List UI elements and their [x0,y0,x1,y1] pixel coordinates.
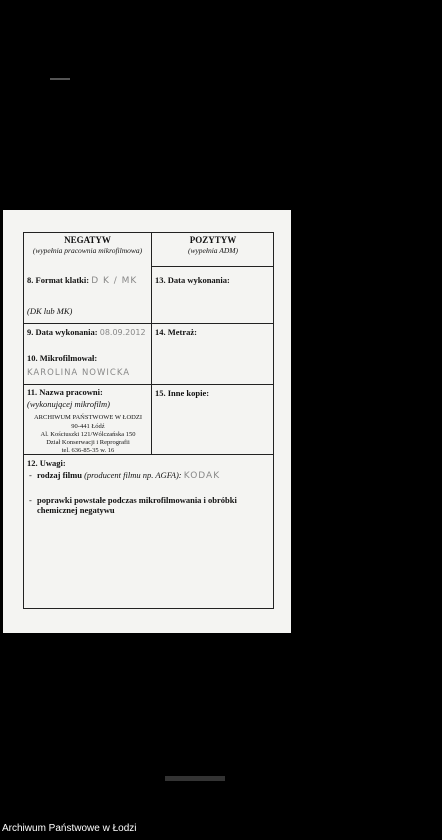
pozytyw-title: POZYTYW [189,235,237,245]
field8-note: (DK lub MK) [27,306,73,316]
bullet-marker: - [29,495,32,505]
microfilm-metadata-card [3,210,291,633]
field9-label: 9. Data wykonania: [27,327,98,337]
field12-label: 12. Uwagi: [27,458,66,468]
field-nazwa-pracowni [27,387,149,455]
field-metraz [155,327,273,337]
archive-stamp [27,414,149,455]
field11-note: (wykonującej mikrofilm) [27,399,111,410]
film-speck [50,78,70,80]
field13-label: 13. Data wykonania: [155,275,230,285]
field-inne-kopie [155,388,273,398]
pozytyw-header [152,235,274,255]
stamp-line4: Dział Konserwacji i Reprografii [46,438,130,446]
negatyw-header [24,235,151,255]
field11-label: 11. Nazwa pracowni: [27,387,103,397]
field-data-wykonania [27,327,151,338]
form-table [23,232,274,609]
negatyw-title: NEGATYW [64,235,111,245]
row-divider [24,384,273,385]
film-speck [165,776,225,781]
field14-label: 14. Metraż: [155,327,198,337]
negatyw-subtitle: (wypełnia pracownia mikrofilmowa) [32,245,143,255]
field8-label: 8. Format klatki: [27,275,90,285]
item2-label: poprawki powstałe podczas mikrofilmowania i obróbki chemicznej negatywu [37,495,237,516]
item1-label: rodzaj filmu [37,470,82,480]
field15-label: 15. Inne kopie: [155,388,210,398]
stamp-line2: 90-441 Łódź [71,422,105,430]
uwagi-item-film-type [27,470,271,482]
field-uwagi [27,458,271,468]
pozytyw-subtitle: (wypełnia ADM) [187,245,239,255]
field8-value: D K / MK [91,276,138,286]
field-format-klatki [27,275,149,287]
field9-value: 08.09.2012 [99,328,146,337]
stamp-line1: ARCHIWUM PAŃSTWOWE W ŁODZI [33,414,143,422]
field-data-wykonania-pozytyw [155,275,273,285]
field10-label: 10. Mikrofilmował: [27,353,98,363]
item1-value: KODAK [183,471,221,481]
uwagi-item-corrections [27,495,263,515]
row-divider [24,323,273,324]
row-divider [151,266,273,267]
stamp-line3: Al. Kościuszki 121/Wólczańska 150 [40,430,136,438]
field10-value: KAROLINA NOWICKA [27,368,131,379]
item1-note: (producent filmu np. AGFA): [84,470,182,480]
bullet-marker: - [29,470,32,480]
field-mikrofilmowal [27,353,149,378]
archive-footer-label: Archiwum Państwowe w Łodzi [2,823,137,834]
stamp-line5: tel. 636-85-35 w. 16 [61,446,115,454]
